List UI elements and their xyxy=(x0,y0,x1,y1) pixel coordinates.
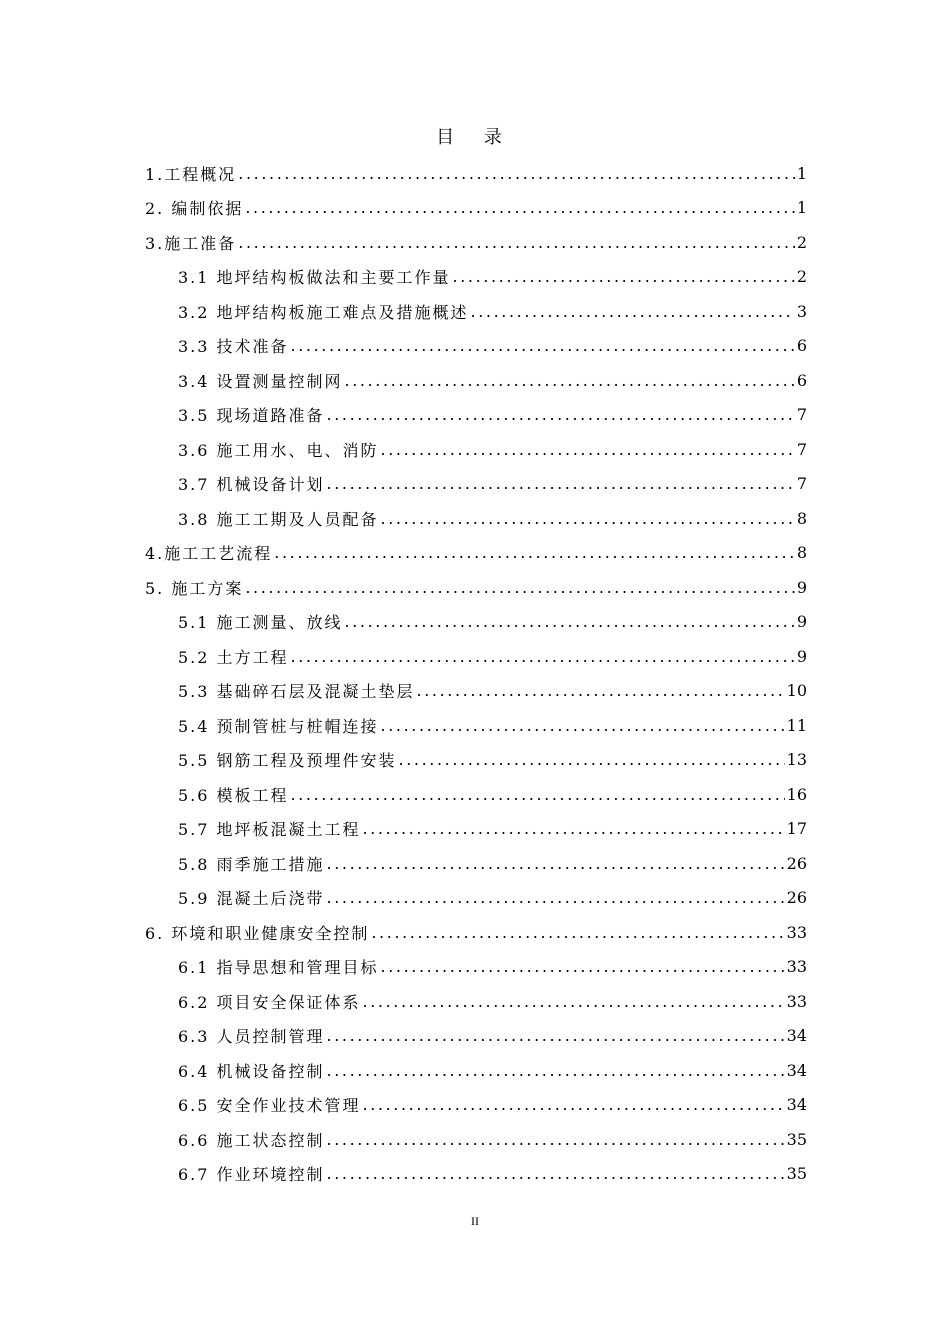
toc-dot-leader xyxy=(327,888,785,907)
page-number: II xyxy=(471,1214,479,1228)
toc-entry[interactable] xyxy=(145,363,807,398)
toc-entry[interactable] xyxy=(145,432,807,467)
toc-entry[interactable] xyxy=(145,605,807,640)
toc-dot-leader xyxy=(291,336,795,355)
toc-dot-leader xyxy=(381,716,785,735)
toc-dot-leader xyxy=(274,543,795,562)
toc-entry-label: 6.7 作业环境控制 xyxy=(178,1165,325,1185)
toc-entry[interactable] xyxy=(145,1053,807,1088)
toc-title: 目 录 xyxy=(436,127,514,148)
toc-dot-leader xyxy=(371,923,784,942)
toc-entry-page: 6 xyxy=(796,370,807,390)
toc-entry-page: 34 xyxy=(786,1060,807,1080)
toc-dot-leader xyxy=(345,612,795,631)
toc-entry-page: 33 xyxy=(786,922,807,942)
toc-entry-page: 11 xyxy=(786,715,807,735)
toc-entry[interactable] xyxy=(145,1122,807,1157)
toc-entry-page: 9 xyxy=(796,646,807,666)
toc-entry[interactable] xyxy=(145,329,807,364)
toc-dot-leader xyxy=(245,578,794,597)
toc-entry-label: 6.4 机械设备控制 xyxy=(178,1061,325,1081)
toc-entry-label: 3.3 技术准备 xyxy=(178,337,289,357)
toc-dot-leader xyxy=(291,785,785,804)
toc-dot-leader xyxy=(238,233,795,252)
toc-entry-label: 1.工程概况 xyxy=(145,164,237,184)
toc-entry[interactable] xyxy=(145,467,807,502)
toc-dot-leader xyxy=(238,164,795,183)
toc-entry-page: 26 xyxy=(786,888,807,908)
toc-entry-page: 33 xyxy=(786,991,807,1011)
toc-entry-label: 5.3 基础碎石层及混凝土垫层 xyxy=(178,682,415,702)
toc-entry-page: 34 xyxy=(786,1095,807,1115)
toc-entry-label: 5.9 混凝土后浇带 xyxy=(178,889,325,909)
toc-dot-leader xyxy=(417,681,785,700)
toc-entry-label: 3.8 施工工期及人员配备 xyxy=(178,509,379,529)
toc-dot-leader xyxy=(291,647,795,666)
toc-entry-page: 17 xyxy=(786,819,807,839)
toc-entry[interactable] xyxy=(145,639,807,674)
toc-entry[interactable] xyxy=(145,225,807,260)
toc-entry-label: 5.1 施工测量、放线 xyxy=(178,613,343,633)
toc-entry-page: 2 xyxy=(796,267,807,287)
toc-entry-label: 6.5 安全作业技术管理 xyxy=(178,1096,361,1116)
toc-entry-page: 9 xyxy=(796,612,807,632)
toc-entry-page: 1 xyxy=(796,198,807,218)
toc-entry[interactable] xyxy=(145,156,807,191)
toc-entry-page: 6 xyxy=(796,336,807,356)
toc-dot-leader xyxy=(363,992,785,1011)
toc-entry-page: 13 xyxy=(786,750,807,770)
toc-entry[interactable] xyxy=(145,1157,807,1192)
toc-entry[interactable] xyxy=(145,846,807,881)
toc-entry-page: 35 xyxy=(786,1164,807,1184)
toc-dot-leader xyxy=(381,957,785,976)
toc-entry-label: 3.施工准备 xyxy=(145,233,237,253)
toc-dot-leader xyxy=(345,371,795,390)
toc-entry-page: 16 xyxy=(786,784,807,804)
toc-entry-label: 5.7 地坪板混凝土工程 xyxy=(178,820,361,840)
toc-dot-leader xyxy=(245,198,794,217)
toc-entry-label: 4.施工工艺流程 xyxy=(145,544,273,564)
toc-list xyxy=(145,156,807,1191)
toc-entry-label: 5. 施工方案 xyxy=(145,578,244,598)
toc-entry-page: 35 xyxy=(786,1129,807,1149)
toc-entry[interactable] xyxy=(145,881,807,916)
toc-entry-page: 7 xyxy=(796,439,807,459)
toc-dot-leader xyxy=(363,1095,785,1114)
toc-entry-label: 5.8 雨季施工措施 xyxy=(178,854,325,874)
toc-entry[interactable] xyxy=(145,915,807,950)
toc-entry[interactable] xyxy=(145,536,807,571)
toc-entry[interactable] xyxy=(145,743,807,778)
toc-entry-page: 34 xyxy=(786,1026,807,1046)
toc-entry[interactable] xyxy=(145,674,807,709)
toc-entry[interactable] xyxy=(145,777,807,812)
toc-entry-page: 33 xyxy=(786,957,807,977)
toc-entry[interactable] xyxy=(145,398,807,433)
toc-dot-leader xyxy=(381,440,795,459)
toc-entry[interactable] xyxy=(145,812,807,847)
toc-entry-label: 5.2 土方工程 xyxy=(178,647,289,667)
toc-entry-page: 7 xyxy=(796,474,807,494)
toc-entry[interactable] xyxy=(145,984,807,1019)
toc-entry[interactable] xyxy=(145,1019,807,1054)
toc-dot-leader xyxy=(327,474,795,493)
toc-dot-leader xyxy=(327,1130,785,1149)
toc-entry-label: 6.1 指导思想和管理目标 xyxy=(178,958,379,978)
toc-entry-label: 3.5 现场道路准备 xyxy=(178,406,325,426)
toc-entry-page: 1 xyxy=(796,163,807,183)
toc-dot-leader xyxy=(381,509,795,528)
toc-dot-leader xyxy=(363,819,785,838)
toc-entry-label: 6.6 施工状态控制 xyxy=(178,1130,325,1150)
toc-entry-label: 6.2 项目安全保证体系 xyxy=(178,992,361,1012)
toc-entry[interactable] xyxy=(145,950,807,985)
toc-dot-leader xyxy=(399,750,785,769)
toc-dot-leader xyxy=(327,1164,785,1183)
toc-entry-label: 6. 环境和职业健康安全控制 xyxy=(145,923,370,943)
toc-entry-label: 3.6 施工用水、电、消防 xyxy=(178,440,379,460)
toc-entry[interactable] xyxy=(145,1088,807,1123)
toc-entry-label: 6.3 人员控制管理 xyxy=(178,1027,325,1047)
toc-entry-label: 3.4 设置测量控制网 xyxy=(178,371,343,391)
toc-entry-page: 2 xyxy=(796,232,807,252)
toc-entry-label: 3.1 地坪结构板做法和主要工作量 xyxy=(178,268,451,288)
toc-entry-label: 3.2 地坪结构板施工难点及措施概述 xyxy=(178,302,469,322)
toc-entry[interactable] xyxy=(145,191,807,226)
toc-dot-leader xyxy=(327,854,785,873)
toc-dot-leader xyxy=(327,405,795,424)
toc-entry-page: 10 xyxy=(786,681,807,701)
toc-entry[interactable] xyxy=(145,708,807,743)
toc-dot-leader xyxy=(327,1026,785,1045)
toc-entry-page: 26 xyxy=(786,853,807,873)
toc-entry[interactable] xyxy=(145,501,807,536)
toc-entry-label: 5.5 钢筋工程及预埋件安装 xyxy=(178,751,397,771)
toc-entry-page: 8 xyxy=(796,508,807,528)
toc-dot-leader xyxy=(453,267,795,286)
toc-entry-page: 7 xyxy=(796,405,807,425)
toc-entry-label: 5.4 预制管桩与桩帽连接 xyxy=(178,716,379,736)
toc-entry-label: 5.6 模板工程 xyxy=(178,785,289,805)
toc-entry[interactable] xyxy=(145,294,807,329)
toc-entry[interactable] xyxy=(145,260,807,295)
toc-entry[interactable] xyxy=(145,570,807,605)
toc-dot-leader xyxy=(327,1061,785,1080)
toc-entry-label: 3.7 机械设备计划 xyxy=(178,475,325,495)
toc-entry-page: 9 xyxy=(796,577,807,597)
toc-dot-leader xyxy=(471,302,795,321)
toc-entry-page: 3 xyxy=(796,301,807,321)
toc-entry-label: 2. 编制依据 xyxy=(145,199,244,219)
toc-entry-page: 8 xyxy=(796,543,807,563)
